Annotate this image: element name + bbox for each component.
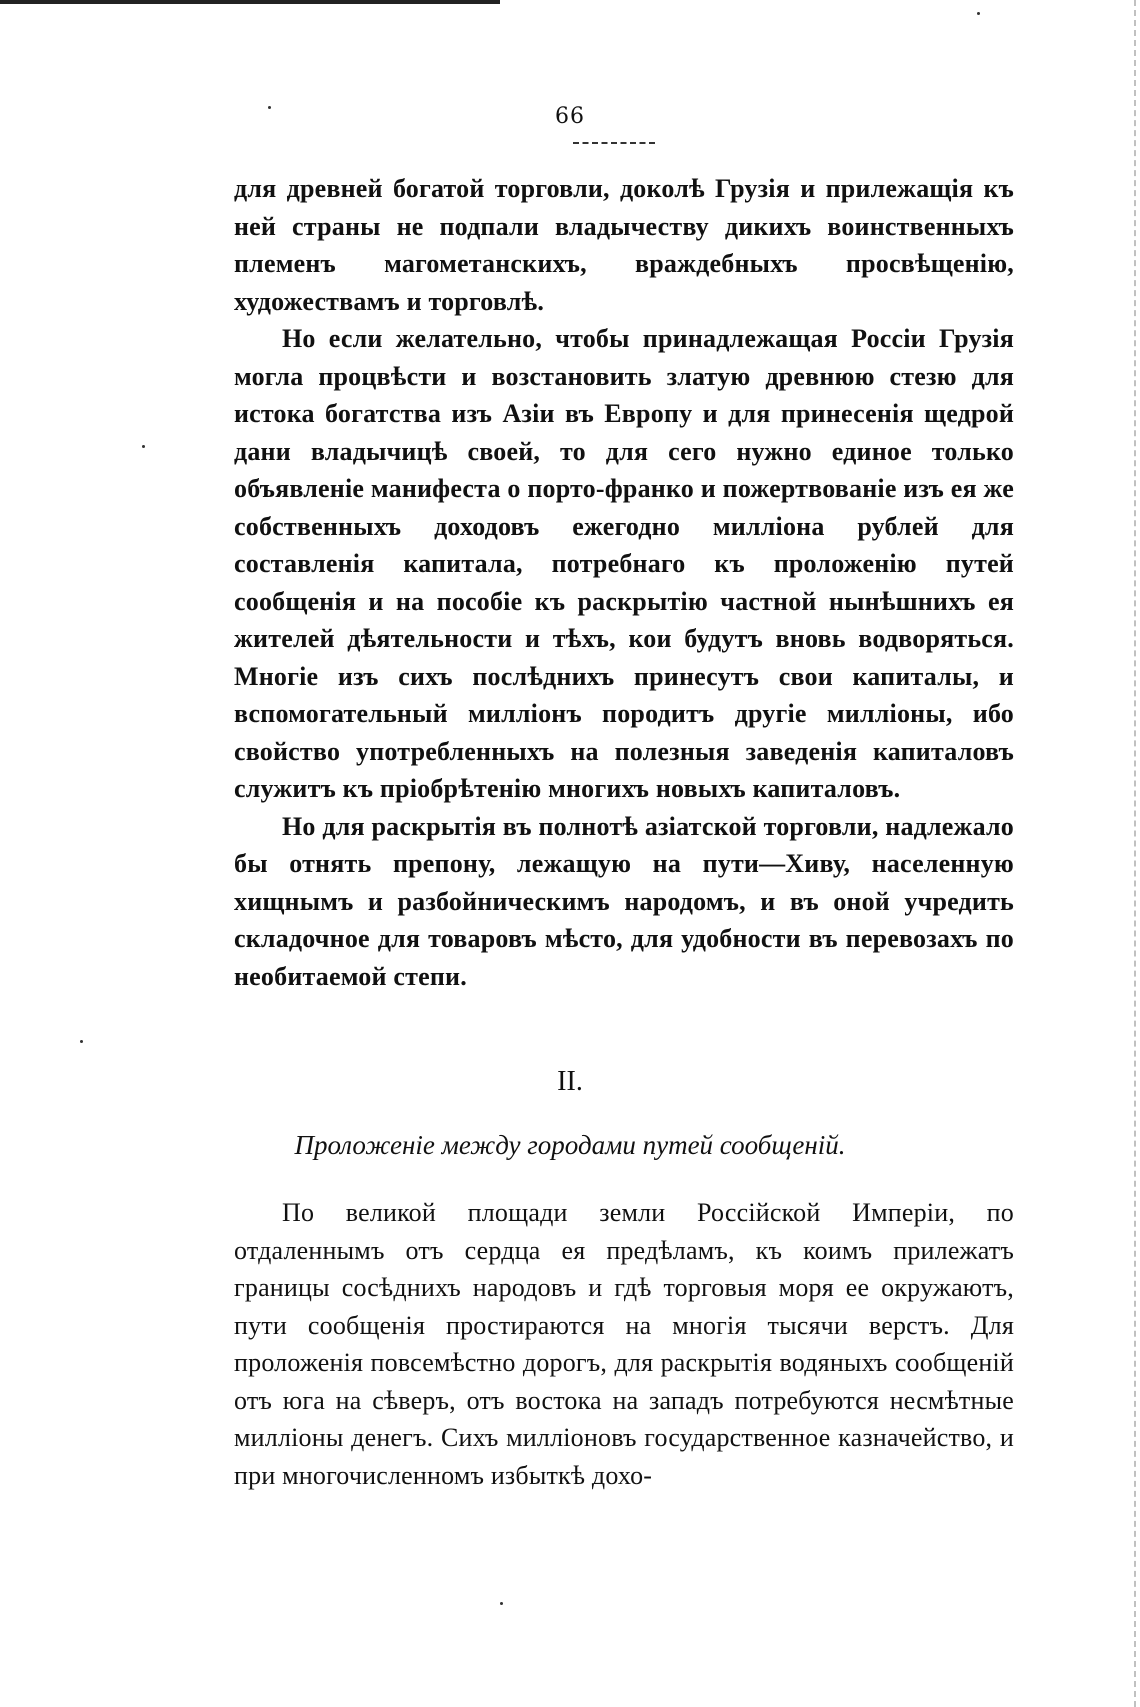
- scan-speck: [977, 12, 980, 15]
- paragraph: Но для раскрытія въ полнотѣ азіатской торговли, надлежало бы отнять препону, лежащую на пути—Хиву, населенную хищнымъ и разбойническимъ народомъ, и въ оной учредить складочное для товаровъ мѣсто, для удобности въ перевозахъ по необитаемой степи.: [234, 811, 1014, 991]
- body-text: [234, 170, 1014, 995]
- scan-speck: [80, 1040, 83, 1043]
- scan-speck: [500, 1602, 503, 1605]
- page-number-underline: [573, 142, 655, 144]
- paragraph: для древней богатой торговли, доколѣ Грузія и прилежащія къ ней страны не подпали владычеству дикихъ воинственныхъ племенъ магометанскихъ, враждебныхъ просвѣщенію, художествамъ и торговлѣ.: [234, 174, 1014, 316]
- scan-speck: [142, 445, 145, 448]
- paragraph: По великой площади земли Россійской Имперіи, по отдаленнымъ отъ сердца ея предѣламъ, къ коимъ прилежатъ границы сосѣднихъ народовъ и гдѣ торговыя моря ее окружаютъ, пути сообщенія простираются на многія тысячи верстъ. Для проложенія повсемѣстно дорогъ, для раскрытія водяныхъ сообщеній отъ юга на сѣверъ, отъ востока на западъ потребуются несмѣтные милліоны денегъ. Сихъ милліоновъ государственное казначейство, и при многочисленномъ избыткѣ дохо-: [234, 1198, 1014, 1490]
- scan-top-rule: [0, 0, 500, 4]
- page-number: 66: [555, 104, 585, 129]
- scan-right-edge: [1132, 0, 1136, 1707]
- paragraph: Но если желательно, чтобы принадлежащая Россіи Грузія могла процвѣсти и возстановить златую древнюю стезю для истока богатства изъ Азіи въ Европу и для принесенія щедрой дани владычицѣ своей, то для сего нужно единое только объявленіе манифеста о порто-франко и пожертвованіе изъ ея же собственныхъ доходовъ ежегодно милліона рублей для составленія капитала, потребнаго къ проложенію путей сообщенія и на пособіе къ раскрытію частной нынѣшнихъ ея жителей дѣятельности и тѣхъ, кои будутъ вновь водворяться. Многіе изъ сихъ послѣднихъ принесутъ свои капиталы, и вспомогательный милліонъ породитъ другіе милліоны, ибо свойство употребленныхъ на полезныя заведенія капиталовъ служитъ къ пріобрѣтенію многихъ новыхъ капиталовъ.: [234, 324, 1014, 803]
- section-title: Проложеніе между городами путей сообщеній.: [294, 1130, 846, 1160]
- section-number: II.: [557, 1066, 583, 1097]
- section-body-text: [234, 1194, 1014, 1494]
